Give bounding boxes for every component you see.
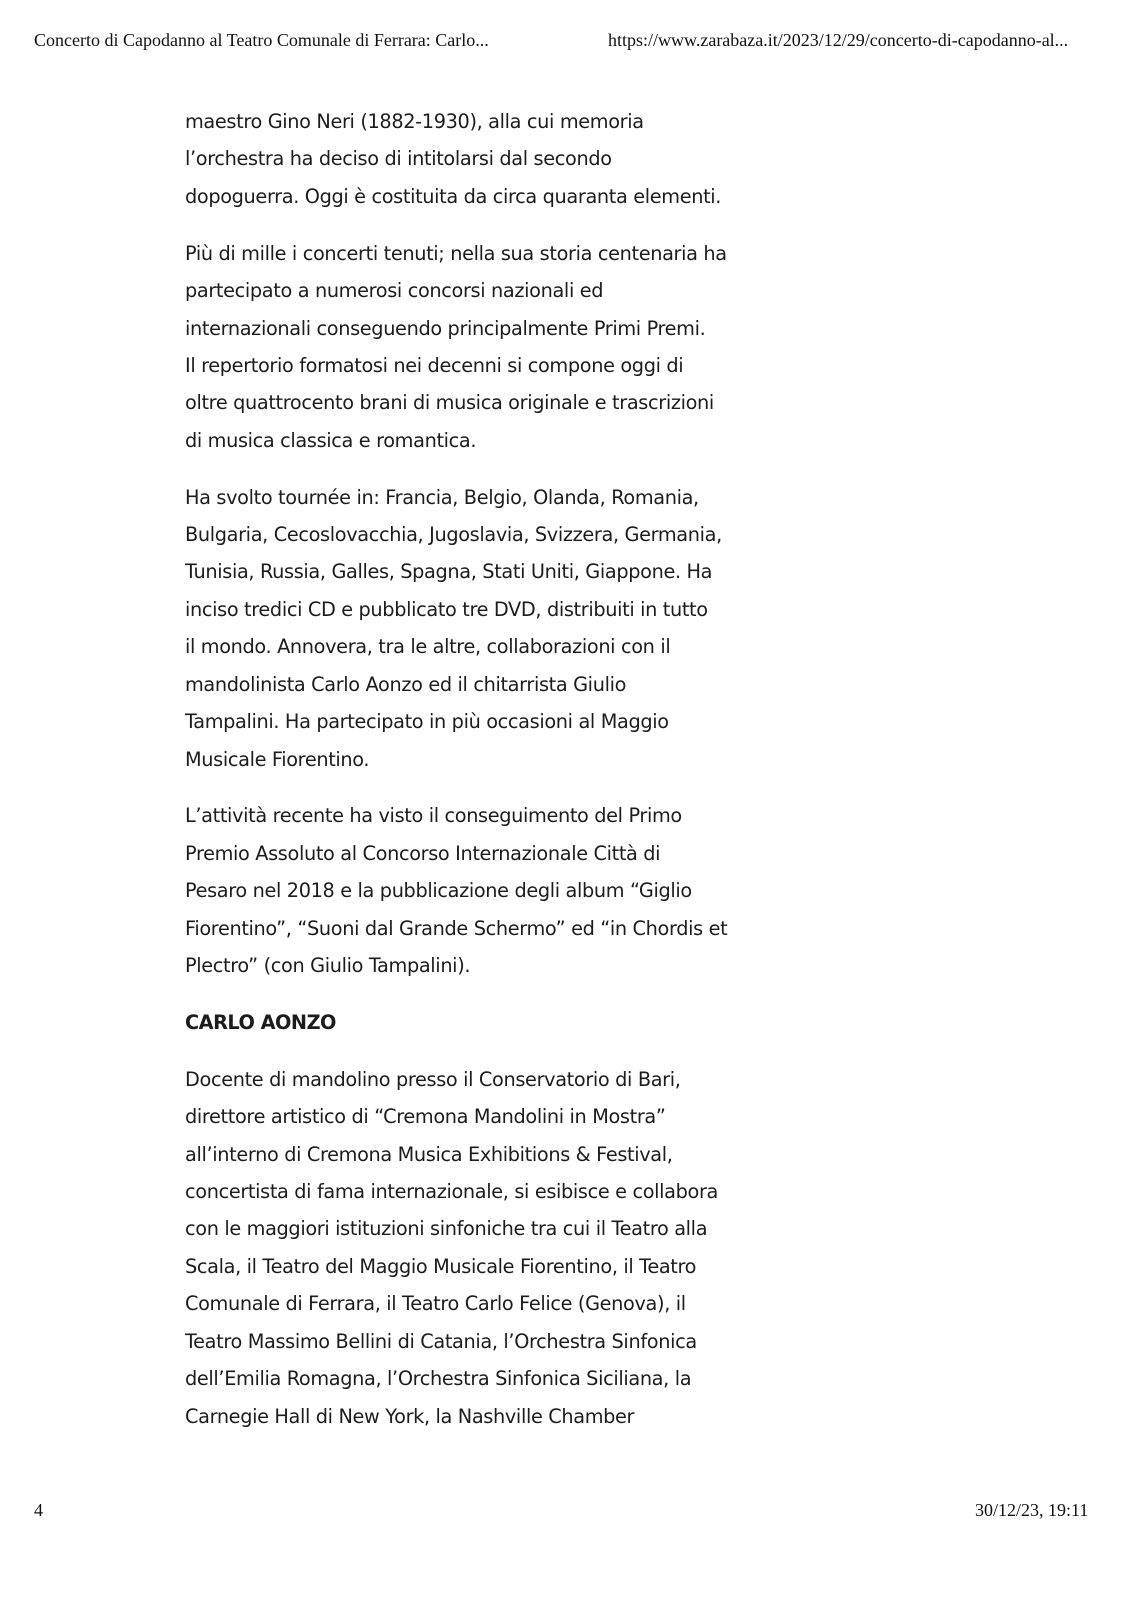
page-number: 4 [34,1500,43,1520]
text-line: concertista di fama internazionale, si esibisce e collabora [185,1180,719,1204]
section-heading-carlo-aonzo: CARLO AONZO [185,1010,336,1034]
paragraph-orchestra-history [185,103,745,215]
text-line: Comunale di Ferrara, il Teatro Carlo Felice (Genova), il [185,1292,686,1316]
text-line: Carnegie Hall di New York, la Nashville Chamber [185,1404,635,1428]
text-line: con le maggiori istituzioni sinfoniche tra cui il Teatro alla [185,1217,708,1241]
text-line: mandolinista Carlo Aonzo ed il chitarrista Giulio [185,672,627,696]
text-line: l’orchestra ha deciso di intitolarsi dal secondo [185,147,612,171]
text-line: di musica classica e romantica. [185,428,477,452]
text-line: Premio Assoluto al Concorso Internazionale Città di [185,841,661,865]
text-line: Scala, il Teatro del Maggio Musicale Fiorentino, il Teatro [185,1254,697,1278]
text-line: Bulgaria, Cecoslovacchia, Jugoslavia, Svizzera, Germania, [185,523,722,547]
text-line: Musicale Fiorentino. [185,747,370,771]
text-line: Tampalini. Ha partecipato in più occasioni al Maggio [185,710,669,734]
page-header-url[interactable]: https://www.zarabaza.it/2023/12/29/concerto-di-capodanno-al... [608,30,1069,50]
text-line: Fiorentino”, “Suoni dal Grande Schermo” ed “in Chordis et [185,916,728,940]
text-line: Pesaro nel 2018 e la pubblicazione degli album “Giglio [185,879,692,903]
page-header-title: Concerto di Capodanno al Teatro Comunale di Ferrara: Carlo... [34,30,489,50]
paragraph-concerts [185,235,745,459]
text-line: dell’Emilia Romagna, l’Orchestra Sinfonica Siciliana, la [185,1367,692,1391]
text-line: Tunisia, Russia, Galles, Spagna, Stati Uniti, Giappone. Ha [185,560,713,584]
text-line: partecipato a numerosi concorsi nazionali ed [185,279,604,303]
text-line: all’interno di Cremona Musica Exhibitions & Festival, [185,1142,673,1166]
text-line: Più di mille i concerti tenuti; nella sua storia centenaria ha [185,241,727,265]
paragraph-tours [185,479,745,778]
text-line: maestro Gino Neri (1882-1930), alla cui memoria [185,110,644,133]
text-line: Teatro Massimo Bellini di Catania, l’Orchestra Sinfonica [185,1329,697,1353]
paragraph-recent-activity [185,797,745,984]
article-body [185,103,745,1454]
text-line: Ha svolto tournée in: Francia, Belgio, Olanda, Romania, [185,485,699,509]
text-line: direttore artistico di “Cremona Mandolini in Mostra” [185,1105,666,1129]
text-line: oltre quattrocento brani di musica originale e trascrizioni [185,391,714,415]
text-line: Docente di mandolino presso il Conservatorio di Bari, [185,1067,681,1091]
text-line: dopoguerra. Oggi è costituita da circa quaranta elementi. [185,184,722,208]
text-line: inciso tredici CD e pubblicato tre DVD, distribuiti in tutto [185,597,708,621]
text-line: L’attività recente ha visto il conseguimento del Primo [185,804,682,828]
text-line: internazionali conseguendo principalmente Primi Premi. [185,316,706,340]
text-line: Plectro” (con Giulio Tampalini). [185,954,471,978]
text-line: il mondo. Annovera, tra le altre, collaborazioni con il [185,635,671,659]
paragraph-carlo-aonzo-bio [185,1061,745,1435]
print-timestamp: 30/12/23, 19:11 [975,1500,1089,1520]
text-line: Il repertorio formatosi nei decenni si compone oggi di [185,353,684,377]
